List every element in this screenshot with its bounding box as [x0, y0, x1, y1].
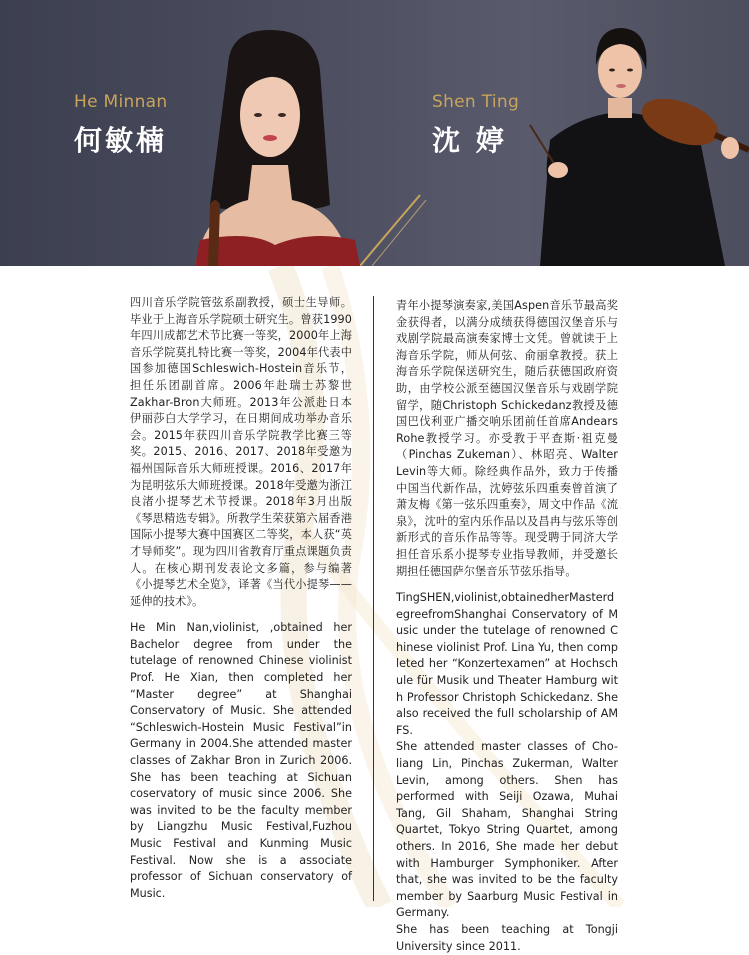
- left-bio-zh: 四川音乐学院管弦系副教授，硕士生导师。毕业于上海音乐学院硕士研究生。曾获1990年四川成都艺术节比赛一等奖，2000年上海音乐学院莫扎特比赛一等奖，2004年代表中国参加德国Schleswich-Hostein音乐节，担任乐团副首席。2006年赴瑞士苏黎世Zakhar-Bron大师班。2013年公派赴日本伊丽莎白大学学习，在日期间成功举办音乐会。2015年获四川音乐学院教学比赛三等奖。2015、2016、2017、2018年受邀为福州国际音乐大师班授课。2016、2017年为昆明弦乐大师班授课。2018年受邀为浙江良渚小提琴艺术节授课。2018年3月出版《琴思精选专辑》。所教学生荣获第六届香港国际小提琴大赛中国赛区二等奖，本人获“英才导师奖”。现为四川省教育厅重点课题负责人。在核心期刊发表论文多篇，参与编著《小提琴艺术全览》，译著《当代小提琴——延伸的技术》。: [130, 296, 352, 608]
- left-bio-column: [130, 295, 352, 910]
- right-bio-zh: 青年小提琴演奏家,美国Aspen音乐节最高奖金获得者，以满分成绩获得德国汉堡音乐与戏剧学院最高演奏家博士文凭。曾就读于上海音乐学院，师从何弦、俞丽拿教授。获上海音乐学院保送研究生，随后获德国政府资助，由学校公派至德国汉堡音乐与戏剧学院留学，随Christoph Schickedanz教授及德国巴伐利亚广播交响乐团前任首席Andears Rohe教授学习。亦受教于平查斯·祖克曼（Pinchas Zukeman）、林昭亮、Walter Levin等大师。除经典作品外，致力于传播中国当代新作品，沈婷弦乐四重奏曾首演了萧友梅《第一弦乐四重奏》，周文中作品《流泉》，沈叶的室内乐作品以及昌冉与弦乐等创新形式的音乐作品等等。现受聘于同济大学担任音乐系小提琴专业指导教师，并受邀长期担任德国萨尔堡音乐节弦乐指导。: [396, 299, 618, 578]
- header-banner: [0, 0, 749, 266]
- right-artist-name-zh: 沈 婷: [432, 124, 507, 157]
- right-artist-name-en: Shen Ting: [432, 92, 520, 112]
- left-artist-name-zh: 何敏楠: [74, 124, 168, 157]
- column-divider: [373, 296, 374, 901]
- right-bio-column: [396, 298, 618, 955]
- portrait-he-minnan: [190, 25, 360, 266]
- left-bio-en: He Min Nan,violinist, ,obtained her Bachelor degree from under the tutelage of renowned Chinese violinist Prof. He Xian, then completed her “Master degree” at Shanghai Conservatory of Music. She attended “Schleswich-Hostein Music Festival”in Germany in 2004.She attended master classes of Zakhar Bron in Zurich 2006. She has been teaching at Sichuan coservatory of music since 2006. She was invited to be the faculty member by Liangzhu Music Festival,Fuzhou Music Festival and Kunming Music Festival. Now she is a associate professor of Sichuan conservatory of Music.: [130, 621, 352, 900]
- left-artist-name-en: He Minnan: [74, 92, 168, 112]
- right-bio-en-1: TingSHEN,violinist,obtainedherMasterdegreefromShanghai Conservatory of Music under the tutelage of renowned Chinese violinist Prof. Lina Yu, then completed her “Konzertexamen” at Hochschule für Musik und Theater Hamburg with Professor Christoph Schickedanz. She also received the full scholarship of AMFS.: [396, 591, 618, 737]
- right-bio-en-2: She attended master classes of Cho-liang Lin, Pinchas Zukerman, Walter Levin, among others. Shen has performed with Seiji Ozawa, Muhai Tang, Gil Shaham, Shanghai String Quartet, Tokyo String Quartet, among others. In 2016, She made her debut with Hamburger Symphoniker. After that, she was invited to be the faculty member by Saarburg Music Festival in Germany.: [396, 740, 618, 920]
- portrait-shen-ting: [520, 20, 749, 266]
- background-swirl-decoration: [0, 266, 749, 907]
- right-bio-en-3: She has been teaching at Tongji University since 2011.: [396, 922, 618, 953]
